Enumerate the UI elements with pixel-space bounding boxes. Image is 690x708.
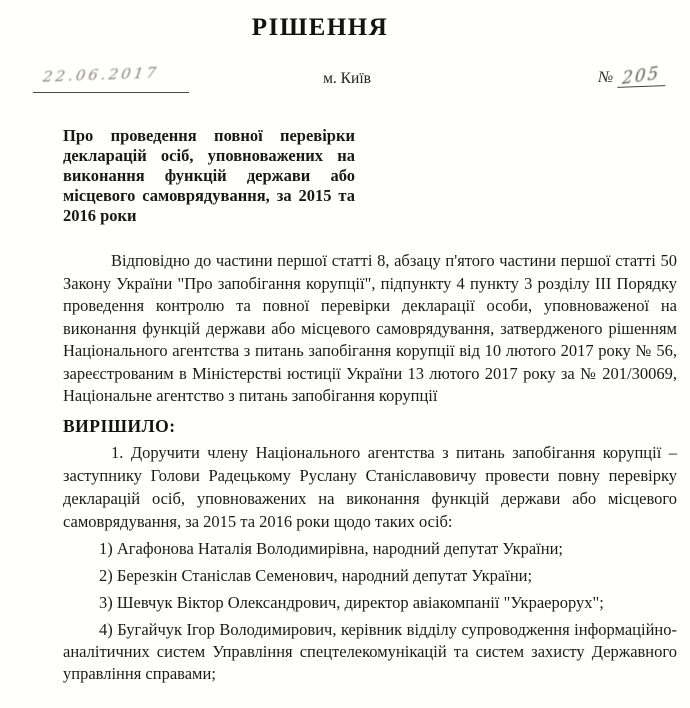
document-title: РІШЕННЯ: [251, 14, 389, 41]
subject-paragraph: Про проведення повної перевірки декларацій осіб, уповноважених на виконання функцій держави або місцевого самоврядування, за 2015 та 2016 роки: [63, 126, 355, 225]
person-item-1: 1) Агафонова Наталія Володимирівна, народний депутат України;: [99, 538, 563, 558]
city-label: м. Київ: [323, 70, 371, 87]
person-item-3: 3) Шевчук Віктор Олександрович, директор авіакомпанії "Украерорух";: [99, 592, 604, 612]
date-field: [33, 63, 189, 93]
handwritten-number: 205: [621, 63, 661, 89]
person-item-2: 2) Березкін Станіслав Семенович, народний депутат України;: [99, 565, 533, 585]
person-item-4: 4) Бугайчук Ігор Володимирович, керівник відділу супроводження інформаційно-аналітичних систем Управління спецтелекомунікацій та систем захисту Державного управління справами;: [63, 619, 677, 683]
handwritten-date: 22.06.2017: [41, 63, 161, 86]
number-sign-label: №: [598, 69, 614, 86]
resolution-heading: ВИРІШИЛО:: [63, 415, 176, 436]
meta-row: [41, 63, 677, 96]
number-underline: [617, 65, 666, 88]
number-field: [598, 63, 665, 92]
clause-1-paragraph: 1. Доручити члену Національного агентства з питань запобігання корупції – заступнику Голови Радецькому Руслану Станіславовичу провести повну перевірку декларацій осіб, уповноважених на виконання функцій держави або місцевого самоврядування, за 2015 та 2016 роки щодо таких осіб:: [63, 442, 677, 531]
preamble-paragraph: Відповідно до частини першої статті 8, абзацу п'ятого частини першої статті 50 Закону України "Про запобігання корупції", підпункту 4 пункту 3 розділу III Порядку проведення контролю та повної перевірки декларації особи, уповноваженої на виконання функцій держави або місцевого самоврядування, затвердженого рішенням Національного агентства з питань запобігання корупції від 10 лютого 2017 року № 56, зареєстрованим в Міністерстві юстиції України 13 лютого 2017 року за № 201/30069, Національне агентство з питань запобігання корупції: [63, 251, 677, 405]
